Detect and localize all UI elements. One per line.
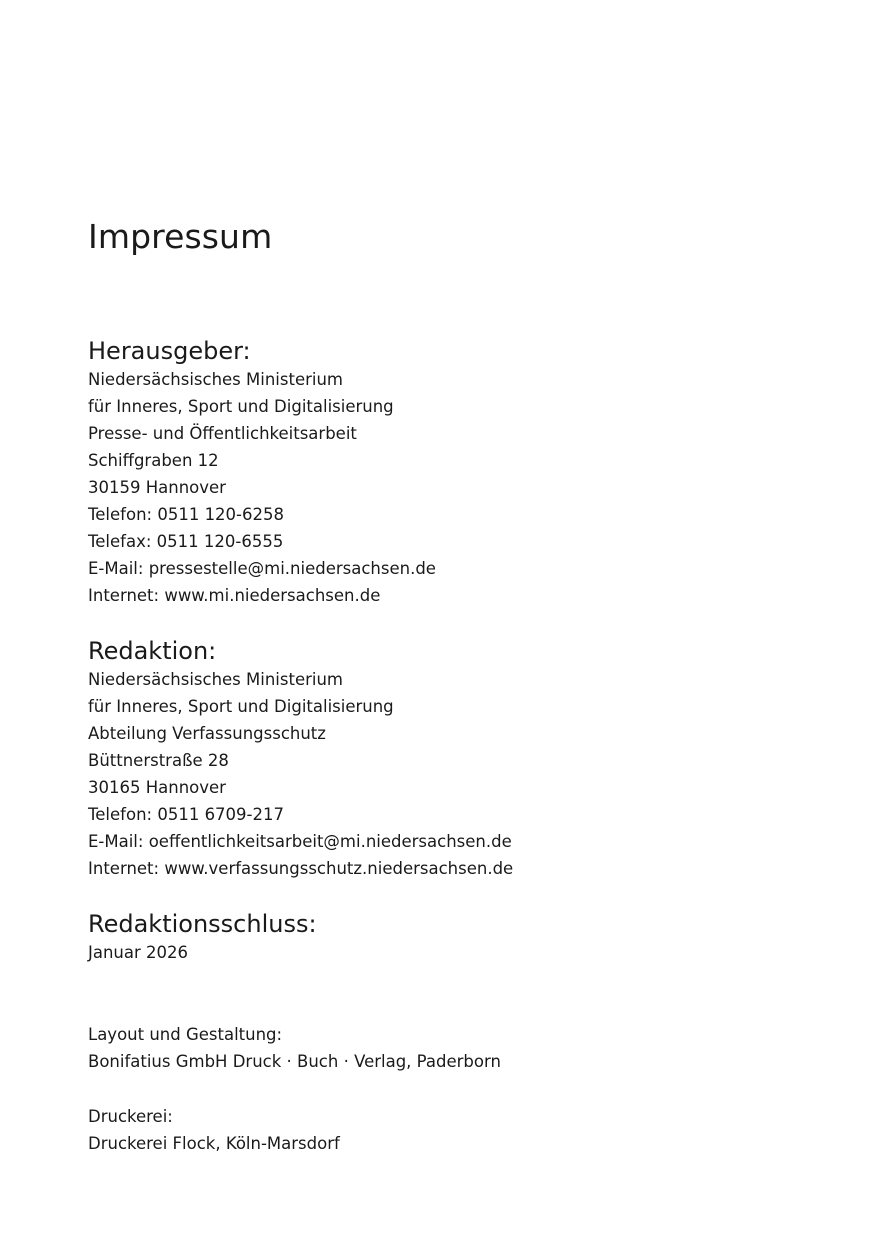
publisher-section [88, 336, 436, 609]
publisher-email[interactable]: E-Mail: pressestelle@mi.niedersachsen.de [88, 559, 436, 578]
publisher-line: Presse- und Öffentlichkeitsarbeit [88, 424, 357, 443]
editorial-line: Niedersächsisches Ministerium [88, 670, 344, 689]
page-title: Impressum [88, 217, 273, 256]
editorial-section [88, 636, 513, 882]
deadline-section [88, 909, 317, 966]
editorial-lines [88, 666, 513, 882]
layout-label: Layout und Gestaltung: [88, 1025, 283, 1044]
printer-lines [88, 1103, 340, 1157]
editorial-phone: Telefon: 0511 6709-217 [88, 805, 285, 824]
publisher-lines [88, 366, 436, 609]
editorial-email[interactable]: E-Mail: oeffentlichkeitsarbeit@mi.niedersachsen.de [88, 832, 512, 851]
printer-value: Druckerei Flock, Köln-Marsdorf [88, 1134, 340, 1153]
publisher-heading: Herausgeber: [88, 337, 251, 365]
printer-section [88, 1103, 340, 1157]
publisher-line: für Inneres, Sport und Digitalisierung [88, 397, 394, 416]
editorial-line: für Inneres, Sport und Digitalisierung [88, 697, 394, 716]
layout-lines [88, 1021, 501, 1075]
publisher-line: 30159 Hannover [88, 478, 226, 497]
editorial-heading: Redaktion: [88, 637, 217, 665]
layout-section [88, 1021, 501, 1075]
deadline-value: Januar 2026 [88, 943, 189, 962]
editorial-line: Büttnerstraße 28 [88, 751, 229, 770]
publisher-line: Schiffgraben 12 [88, 451, 219, 470]
editorial-website[interactable]: Internet: www.verfassungsschutz.niedersachsen.de [88, 859, 514, 878]
deadline-heading: Redaktionsschluss: [88, 910, 317, 938]
editorial-line: Abteilung Verfassungsschutz [88, 724, 326, 743]
publisher-fax: Telefax: 0511 120-6555 [88, 532, 284, 551]
publisher-phone: Telefon: 0511 120-6258 [88, 505, 285, 524]
deadline-lines [88, 939, 317, 966]
publisher-line: Niedersächsisches Ministerium [88, 370, 344, 389]
publisher-website[interactable]: Internet: www.mi.niedersachsen.de [88, 586, 381, 605]
printer-label: Druckerei: [88, 1107, 173, 1126]
layout-value: Bonifatius GmbH Druck · Buch · Verlag, Paderborn [88, 1052, 501, 1071]
editorial-line: 30165 Hannover [88, 778, 226, 797]
